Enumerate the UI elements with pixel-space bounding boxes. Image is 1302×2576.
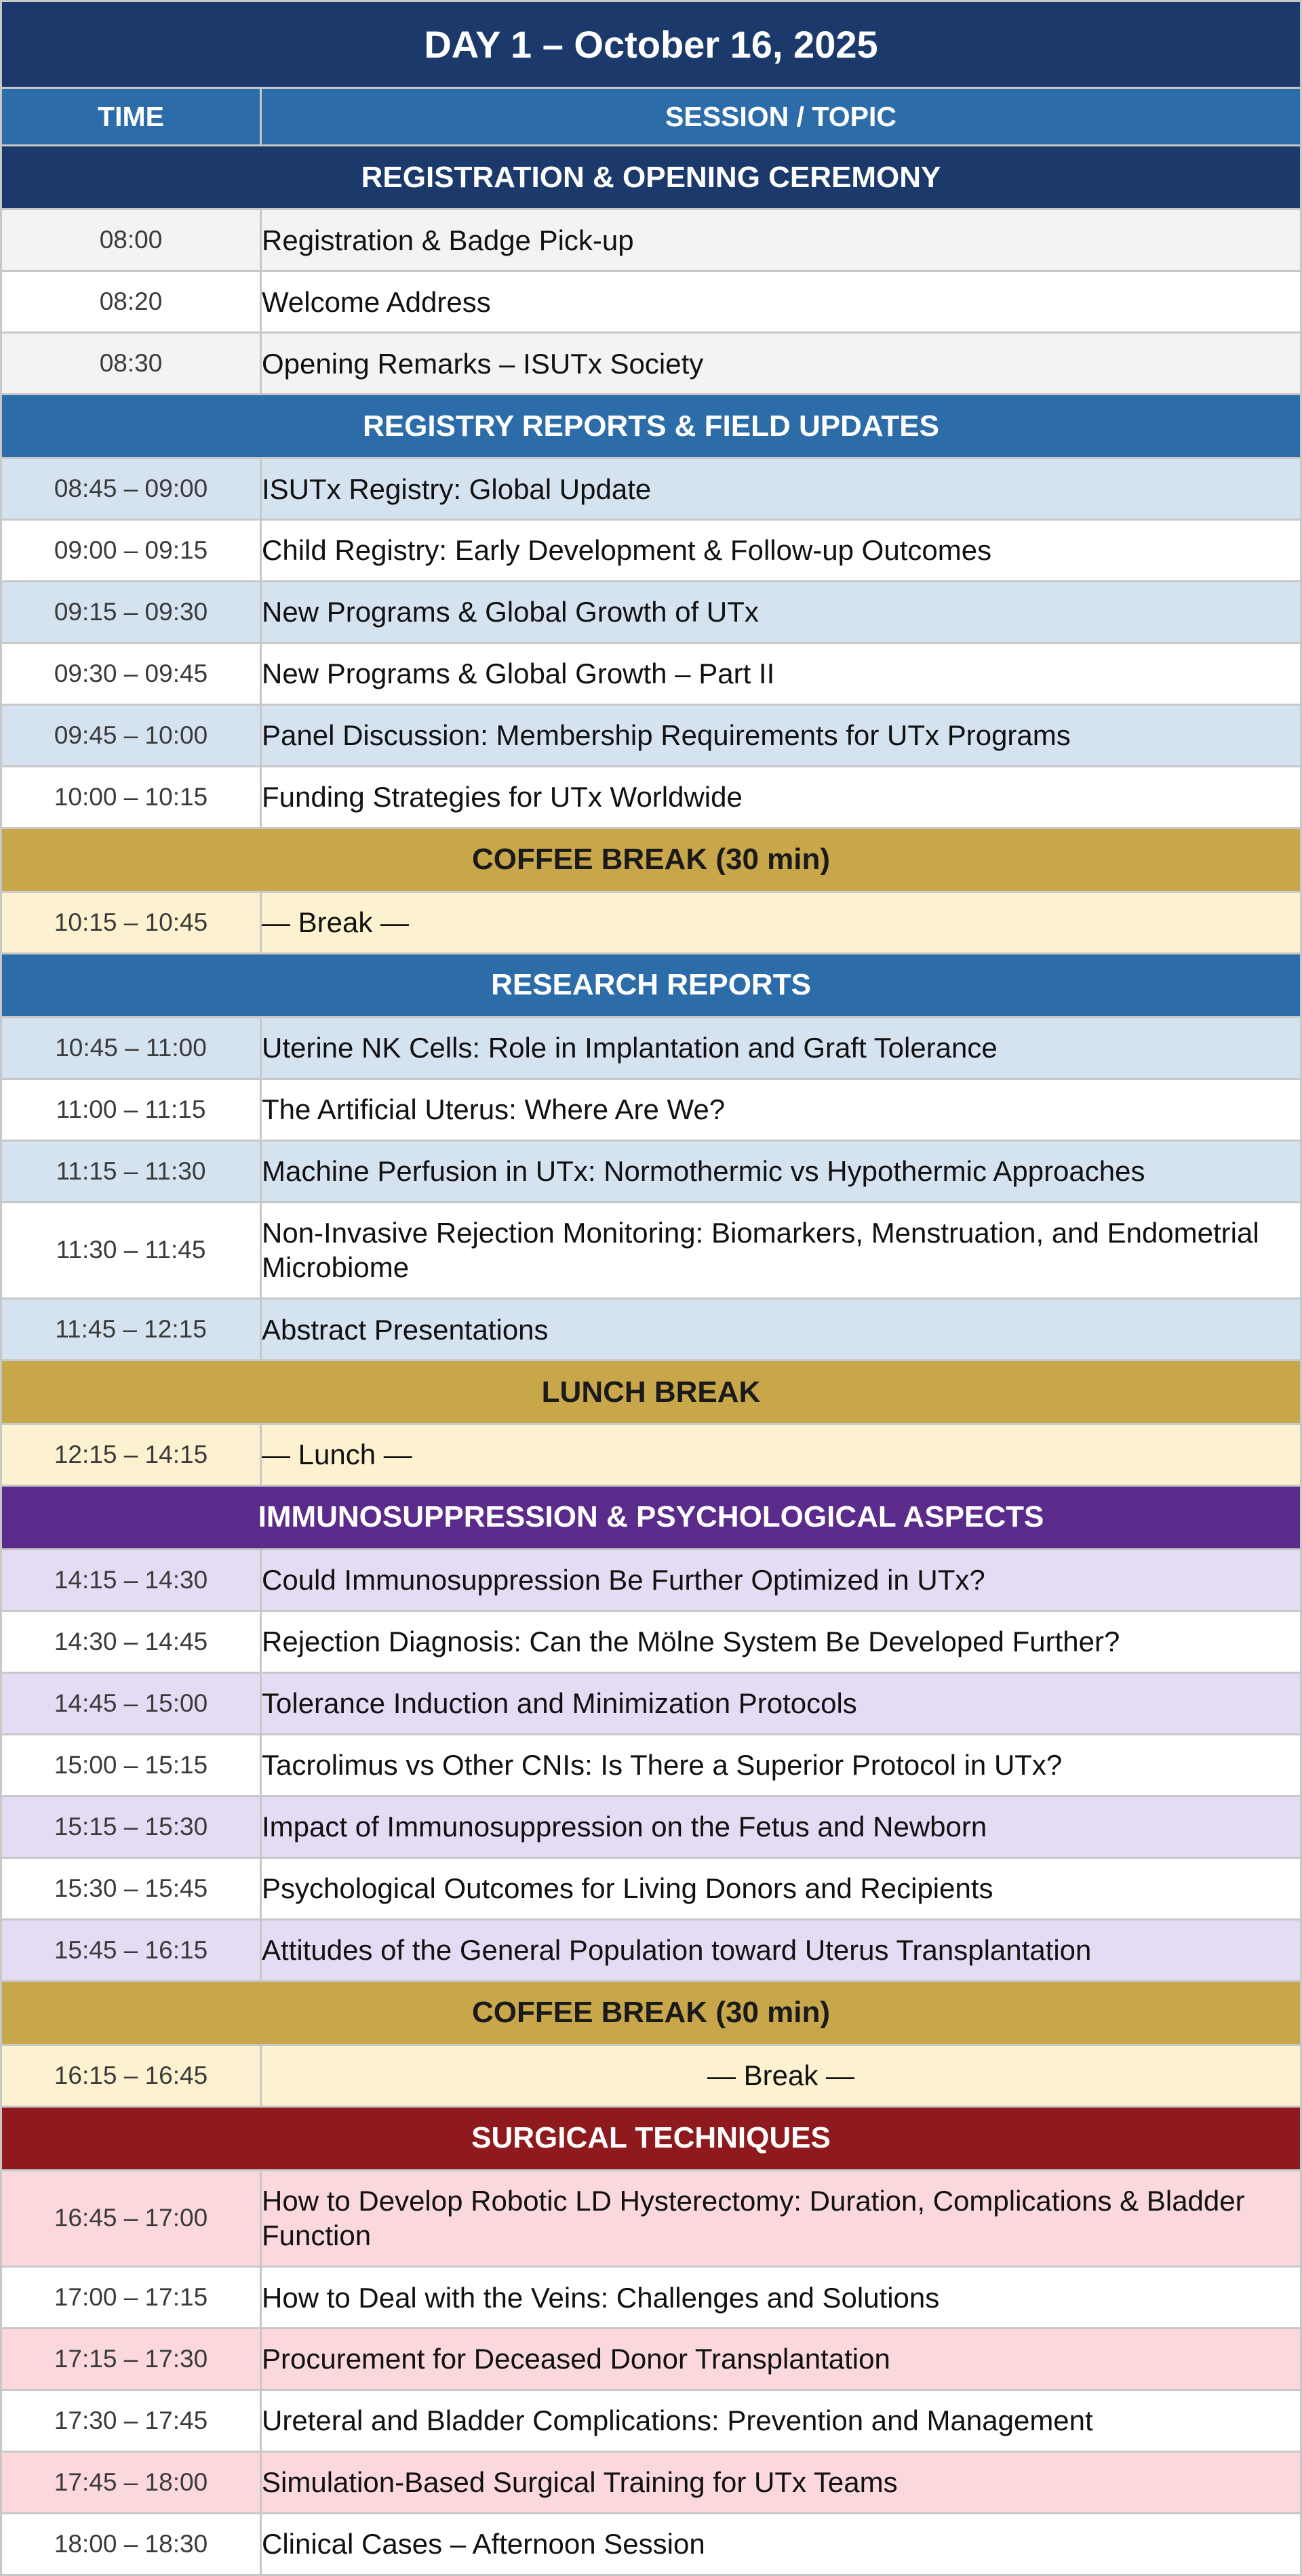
row-time: 08:30 xyxy=(1,333,261,395)
row-topic: Machine Perfusion in UTx: Normothermic vs Hypothermic Approaches xyxy=(261,1140,1301,1202)
row-topic: Psychological Outcomes for Living Donors and Recipients xyxy=(261,1857,1301,1919)
section-title: LUNCH BREAK xyxy=(1,1361,1301,1424)
section-title: SURGICAL TECHNIQUES xyxy=(1,2106,1301,2170)
row-time: 08:20 xyxy=(1,271,261,333)
schedule-row xyxy=(1,1549,1301,1611)
schedule-row xyxy=(1,2451,1301,2513)
row-topic: Tolerance Induction and Minimization Protocols xyxy=(261,1672,1301,1734)
schedule-row xyxy=(1,1919,1301,1981)
schedule-row xyxy=(1,643,1301,704)
time-column-header: TIME xyxy=(1,88,261,146)
row-time: 10:00 – 10:15 xyxy=(1,766,261,828)
schedule-row xyxy=(1,2170,1301,2267)
row-topic: Could Immunosuppression Be Further Optimized in UTx? xyxy=(261,1549,1301,1611)
row-time: 16:15 – 16:45 xyxy=(1,2045,261,2106)
section-header xyxy=(1,953,1301,1017)
row-time: 15:30 – 15:45 xyxy=(1,1857,261,1919)
row-topic: Panel Discussion: Membership Requirements for UTx Programs xyxy=(261,704,1301,766)
section-header xyxy=(1,395,1301,458)
schedule-row xyxy=(1,1857,1301,1919)
row-time: 14:45 – 15:00 xyxy=(1,1672,261,1734)
row-time: 15:45 – 16:15 xyxy=(1,1919,261,1981)
row-topic: ISUTx Registry: Global Update xyxy=(261,458,1301,520)
schedule-row xyxy=(1,1079,1301,1140)
row-topic: Uterine NK Cells: Role in Implantation and Graft Tolerance xyxy=(261,1017,1301,1079)
row-time: 11:30 – 11:45 xyxy=(1,1202,261,1299)
schedule-row xyxy=(1,1611,1301,1672)
row-time: 09:45 – 10:00 xyxy=(1,704,261,766)
schedule-row xyxy=(1,1672,1301,1734)
row-topic: Non-Invasive Rejection Monitoring: Biomarkers, Menstruation, and Endometrial Microbiome xyxy=(261,1202,1301,1299)
row-time: 17:30 – 17:45 xyxy=(1,2390,261,2451)
row-time: 17:00 – 17:15 xyxy=(1,2267,261,2329)
schedule-row xyxy=(1,1734,1301,1796)
section-title: COFFEE BREAK (30 min) xyxy=(1,828,1301,891)
row-topic: How to Develop Robotic LD Hysterectomy: Duration, Complications & Bladder Function xyxy=(261,2170,1301,2267)
row-topic: New Programs & Global Growth – Part II xyxy=(261,643,1301,704)
schedule-row xyxy=(1,2390,1301,2451)
section-title: IMMUNOSUPPRESSION & PSYCHOLOGICAL ASPECTS xyxy=(1,1485,1301,1549)
schedule-row xyxy=(1,1299,1301,1361)
schedule-row xyxy=(1,520,1301,582)
row-time: 18:00 – 18:30 xyxy=(1,2513,261,2575)
row-time: 11:00 – 11:15 xyxy=(1,1079,261,1140)
row-time: 11:45 – 12:15 xyxy=(1,1299,261,1361)
schedule-row xyxy=(1,1424,1301,1486)
schedule-row xyxy=(1,2045,1301,2106)
schedule-row xyxy=(1,766,1301,828)
schedule-row xyxy=(1,2267,1301,2329)
row-topic: Tacrolimus vs Other CNIs: Is There a Superior Protocol in UTx? xyxy=(261,1734,1301,1796)
schedule-row xyxy=(1,581,1301,643)
section-title: REGISTRY REPORTS & FIELD UPDATES xyxy=(1,395,1301,458)
section-title: RESEARCH REPORTS xyxy=(1,953,1301,1017)
schedule-row xyxy=(1,1140,1301,1202)
schedule-row xyxy=(1,2513,1301,2575)
schedule-row xyxy=(1,209,1301,271)
row-topic: Attitudes of the General Population toward Uterus Transplantation xyxy=(261,1919,1301,1981)
row-topic: Simulation-Based Surgical Training for UTx Teams xyxy=(261,2451,1301,2513)
row-topic: The Artificial Uterus: Where Are We? xyxy=(261,1079,1301,1140)
row-time: 14:15 – 14:30 xyxy=(1,1549,261,1611)
page-title: DAY 1 – October 16, 2025 xyxy=(1,1,1301,88)
section-header xyxy=(1,2106,1301,2170)
row-time: 15:15 – 15:30 xyxy=(1,1796,261,1857)
row-time: 10:15 – 10:45 xyxy=(1,891,261,953)
section-header xyxy=(1,828,1301,891)
row-topic: Funding Strategies for UTx Worldwide xyxy=(261,766,1301,828)
schedule-row xyxy=(1,1796,1301,1857)
schedule-row xyxy=(1,1202,1301,1299)
row-topic: — Lunch — xyxy=(261,1424,1301,1486)
row-time: 10:45 – 11:00 xyxy=(1,1017,261,1079)
row-topic: Opening Remarks – ISUTx Society xyxy=(261,333,1301,395)
schedule-row xyxy=(1,1017,1301,1079)
row-time: 11:15 – 11:30 xyxy=(1,1140,261,1202)
schedule-row xyxy=(1,891,1301,953)
column-header-row xyxy=(1,88,1301,146)
section-title: REGISTRATION & OPENING CEREMONY xyxy=(1,146,1301,209)
row-topic: Registration & Badge Pick-up xyxy=(261,209,1301,271)
row-topic: New Programs & Global Growth of UTx xyxy=(261,581,1301,643)
row-time: 08:00 xyxy=(1,209,261,271)
row-time: 09:15 – 09:30 xyxy=(1,581,261,643)
row-topic: — Break — xyxy=(261,891,1301,953)
row-topic: Procurement for Deceased Donor Transplantation xyxy=(261,2328,1301,2390)
row-time: 09:00 – 09:15 xyxy=(1,520,261,582)
row-topic: How to Deal with the Veins: Challenges and Solutions xyxy=(261,2267,1301,2329)
title-row xyxy=(1,1,1301,88)
section-header xyxy=(1,1361,1301,1424)
schedule-row xyxy=(1,333,1301,395)
section-header xyxy=(1,1981,1301,2045)
section-header xyxy=(1,1485,1301,1549)
row-topic: Welcome Address xyxy=(261,271,1301,333)
topic-column-header: SESSION / TOPIC xyxy=(261,88,1301,146)
section-title: COFFEE BREAK (30 min) xyxy=(1,1981,1301,2045)
schedule-row xyxy=(1,271,1301,333)
row-time: 09:30 – 09:45 xyxy=(1,643,261,704)
row-topic: Clinical Cases – Afternoon Session xyxy=(261,2513,1301,2575)
row-time: 16:45 – 17:00 xyxy=(1,2170,261,2267)
row-time: 17:15 – 17:30 xyxy=(1,2328,261,2390)
row-topic: Ureteral and Bladder Complications: Prevention and Management xyxy=(261,2390,1301,2451)
schedule-row xyxy=(1,458,1301,520)
schedule-row xyxy=(1,2328,1301,2390)
row-time: 17:45 – 18:00 xyxy=(1,2451,261,2513)
row-topic: Rejection Diagnosis: Can the Mölne System Be Developed Further? xyxy=(261,1611,1301,1672)
row-time: 14:30 – 14:45 xyxy=(1,1611,261,1672)
row-topic: Abstract Presentations xyxy=(261,1299,1301,1361)
row-time: 08:45 – 09:00 xyxy=(1,458,261,520)
row-time: 15:00 – 15:15 xyxy=(1,1734,261,1796)
row-time: 12:15 – 14:15 xyxy=(1,1424,261,1486)
schedule-row xyxy=(1,704,1301,766)
row-topic: Impact of Immunosuppression on the Fetus and Newborn xyxy=(261,1796,1301,1857)
row-topic: Child Registry: Early Development & Follow-up Outcomes xyxy=(261,520,1301,582)
row-topic: — Break — xyxy=(261,2045,1301,2106)
section-header xyxy=(1,146,1301,209)
